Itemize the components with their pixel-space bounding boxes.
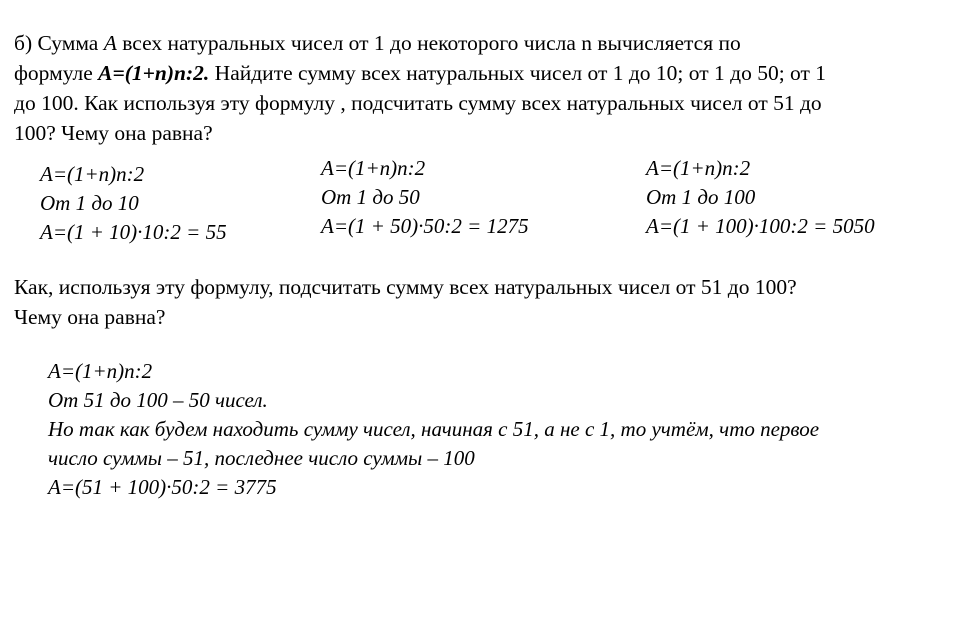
- calc-formula: А=(1+n)n:2: [646, 156, 751, 180]
- problem-line-1-start: б) Сумма: [14, 31, 104, 55]
- problem-line-2-start: формуле: [14, 61, 99, 85]
- question-line-2: Чему она равна?: [14, 305, 166, 329]
- solution-note-line-1: Но так как будем находить сумму чисел, начиная с 51, а не с 1, то учтём, что первое: [48, 417, 820, 441]
- solution-range: От 51 до 100 – 50 чисел.: [48, 388, 268, 412]
- problem-line-2: [14, 58, 944, 88]
- calc-result: А=(1 + 10)·10:2 = 55: [40, 220, 227, 244]
- problem-line-4: 100? Чему она равна?: [14, 121, 213, 145]
- solution-result: А=(51 + 100)·50:2 = 3775: [48, 475, 277, 499]
- calculation-1-to-50: [321, 154, 529, 241]
- calc-range: От 1 до 50: [321, 185, 420, 209]
- problem-statement: [14, 28, 944, 148]
- calculation-1-to-10: [40, 160, 227, 247]
- calc-result: А=(1 + 50)·50:2 = 1275: [321, 214, 529, 238]
- question-line-1: Как, используя эту формулу, подсчитать сумму всех натуральных чисел от 51 до 100?: [14, 275, 797, 299]
- problem-line-1-end: всех натуральных чисел от 1 до некоторого числа n вычисляется по: [116, 31, 741, 55]
- problem-line-3: до 100. Как используя эту формулу , подсчитать сумму всех натуральных чисел от 51 до: [14, 91, 822, 115]
- problem-line-2-end: Найдите сумму всех натуральных чисел от 1 до 10; от 1 до 50; от 1: [209, 61, 827, 85]
- question: [14, 272, 797, 332]
- solution: [48, 357, 819, 502]
- solution-formula: А=(1+n)n:2: [48, 359, 153, 383]
- calc-range: От 1 до 10: [40, 191, 139, 215]
- calc-result: А=(1 + 100)·100:2 = 5050: [646, 214, 875, 238]
- calc-formula: А=(1+n)n:2: [321, 156, 426, 180]
- calc-formula: А=(1+n)n:2: [40, 162, 145, 186]
- calculation-1-to-100: [646, 154, 875, 241]
- calc-range: От 1 до 100: [646, 185, 756, 209]
- sum-formula: А=(1+n)n:2.: [98, 61, 210, 85]
- solution-note-line-2: число суммы – 51, последнее число суммы – 100: [48, 446, 475, 470]
- sum-variable: А: [103, 31, 117, 55]
- problem-line-1: [14, 28, 944, 58]
